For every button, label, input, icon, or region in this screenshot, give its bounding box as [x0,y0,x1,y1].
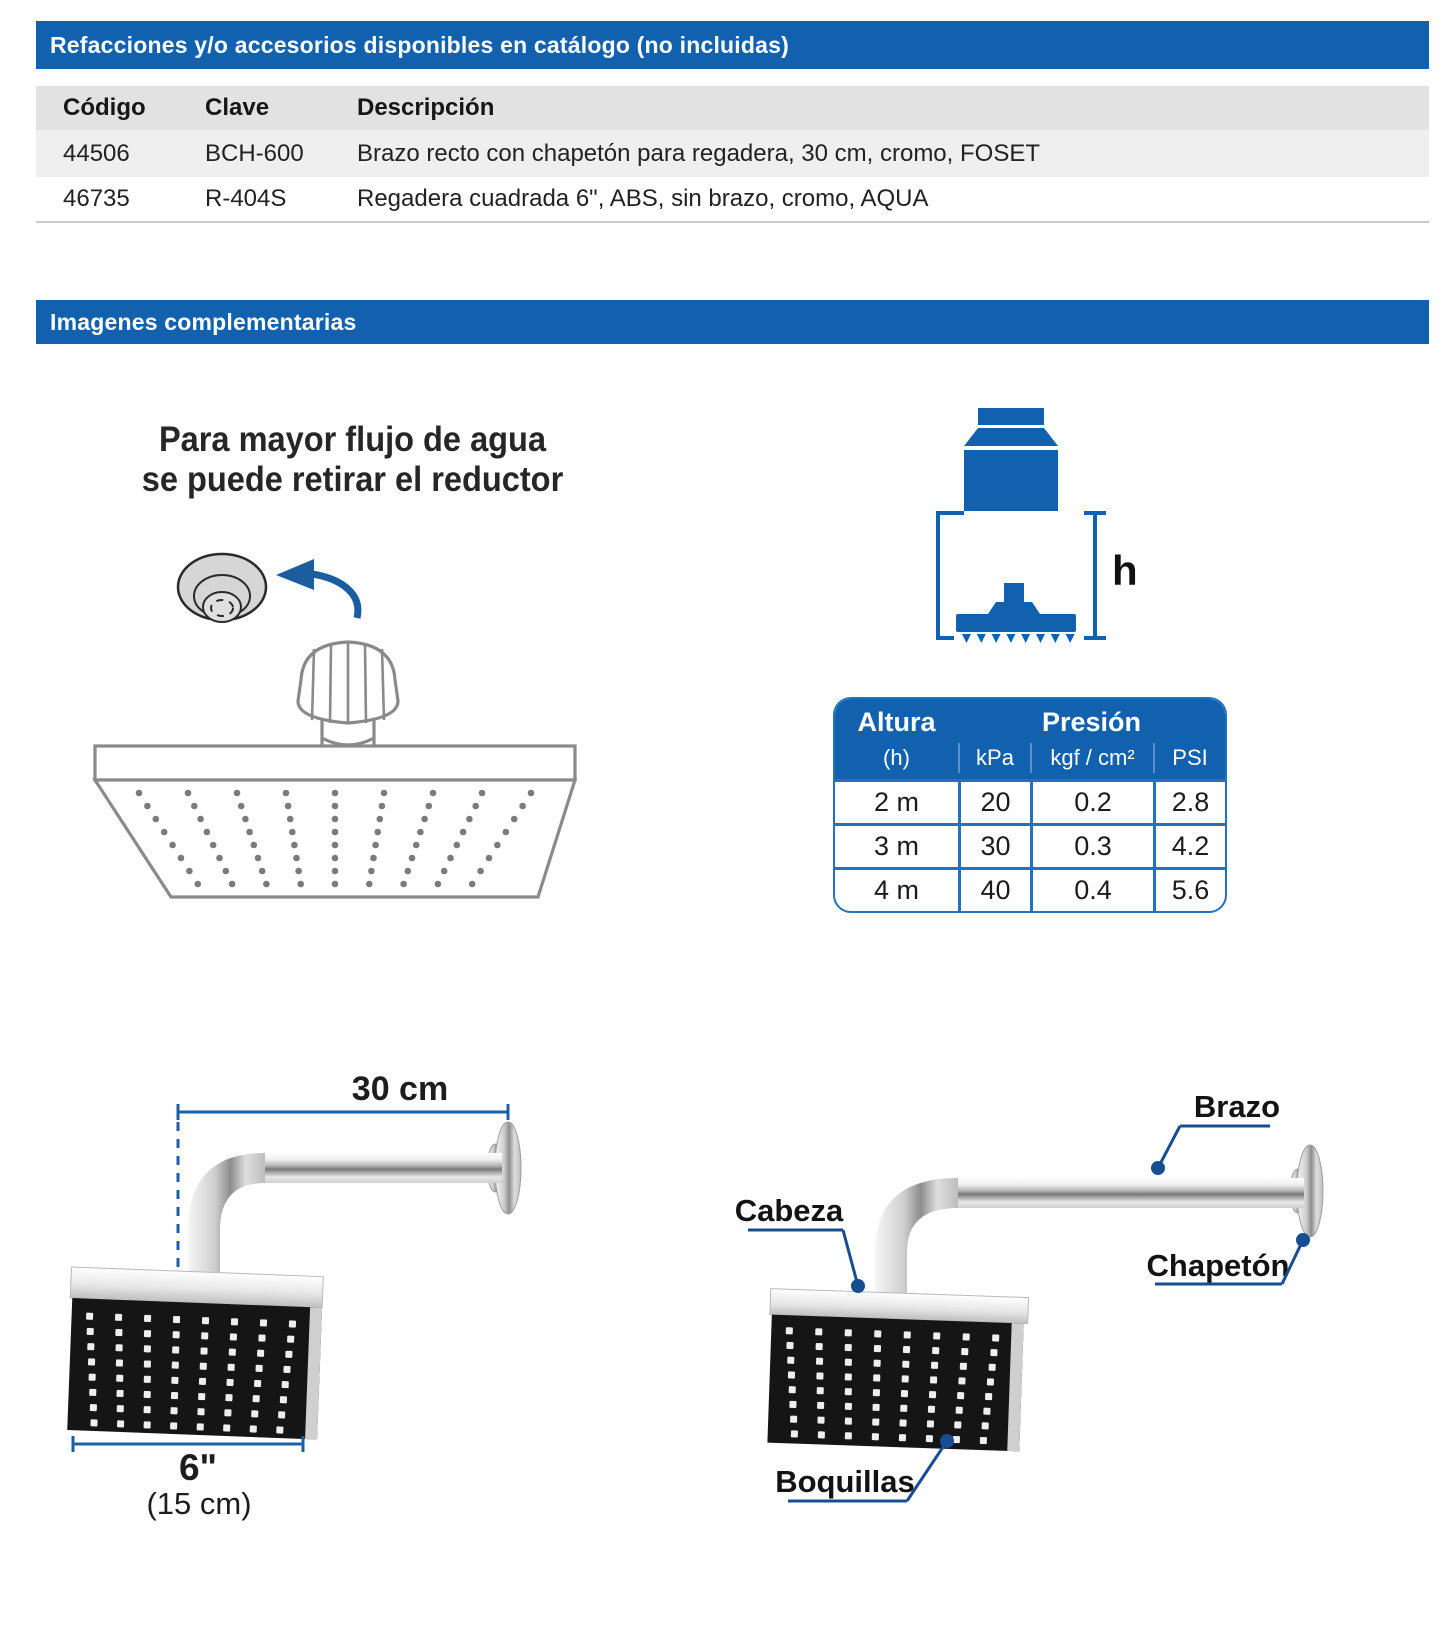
col-codigo: Código [63,94,146,121]
pointer-dot [851,1279,865,1293]
callout-chapeton [1147,1233,1310,1284]
pointer-dot [1296,1233,1310,1247]
cell: 30 [958,826,1030,867]
cell-clave: R-404S [205,185,287,212]
label-brazo: Brazo [1193,1089,1281,1124]
water-tank-icon [964,408,1058,511]
imagenes-header-bar [36,300,1429,344]
col-clave: Clave [205,94,270,121]
arm-30cm-diagram [40,1060,600,1530]
kpa-subheader: kPa [958,743,1030,773]
pressure-row [835,823,1225,867]
reductor-illustration [60,540,620,910]
knurled-connector [298,642,398,746]
cell-codigo: 46735 [63,185,130,212]
head-size-label: 6" [178,1447,218,1488]
remove-arrow-icon [276,559,358,618]
cell-codigo: 44506 [63,139,130,167]
kgfcm2-subheader: kgf / cm² [1030,743,1153,773]
shower-head-icon [956,583,1076,643]
flat-shower-head [95,746,575,897]
head-size-cm-label: (15 cm) [146,1486,252,1521]
shower-head [65,1267,323,1440]
cell: 0.2 [1030,782,1153,823]
parts-table-header [36,86,1429,130]
col-descripcion: Descripción [357,94,495,121]
pressure-row [835,867,1225,911]
cell: 20 [958,782,1030,823]
label-chapeton: Chapetón [1146,1248,1290,1283]
cell-clave: BCH-600 [205,139,304,167]
refacciones-title: Refacciones y/o accesorios disponibles en catálogo (no incluidas) [50,31,789,58]
cell: 4.2 [1153,826,1225,867]
shower-head [765,1289,1028,1452]
altura-header: Altura [857,707,936,737]
pressure-row [835,779,1225,823]
pointer-dot [940,1434,954,1448]
callout-brazo [1151,1089,1280,1175]
reductor-piece [178,554,266,622]
labeled-shower-diagram [690,1060,1445,1560]
parts-table-row [36,177,1429,221]
water-drops [962,634,1075,643]
shower-arm [188,1122,521,1272]
parts-table [36,86,1429,223]
note-line-1: Para mayor flujo de agua [158,420,547,459]
height-measure-line [1084,513,1106,638]
parts-table-row [36,130,1429,177]
imagenes-title: Imagenes complementarias [50,308,357,335]
callout-cabeza [735,1193,865,1293]
cell-descripcion: Regadera cuadrada 6", ABS, sin brazo, cromo, AQUA [357,185,929,212]
note-text [113,420,592,500]
cell: 2 m [873,787,919,817]
tank-height-diagram [890,380,1150,650]
refacciones-header-bar [36,21,1429,69]
pressure-table [833,697,1227,913]
pointer-dot [1151,1161,1165,1175]
height-label: h [1112,547,1138,594]
note-line-2: se puede retirar el reductor [141,460,564,499]
h-subheader: (h) [883,745,910,770]
cell: 3 m [873,831,919,861]
cell: 4 m [873,875,919,905]
cell: 2.8 [1153,782,1225,823]
arm-length-label: 30 cm [351,1070,449,1108]
label-cabeza: Cabeza [734,1193,844,1228]
psi-subheader: PSI [1153,743,1225,773]
table-divider [36,221,1429,223]
cell: 0.3 [1030,826,1153,867]
cell: 0.4 [1030,870,1153,911]
cell: 40 [958,870,1030,911]
label-boquillas: Boquillas [775,1464,915,1499]
cell: 5.6 [1153,870,1225,911]
cell-descripcion: Brazo recto con chapetón para regadera, 30 cm, cromo, FOSET [357,139,1040,167]
pressure-table-header [835,699,1225,779]
presion-header: Presión [1041,707,1142,737]
